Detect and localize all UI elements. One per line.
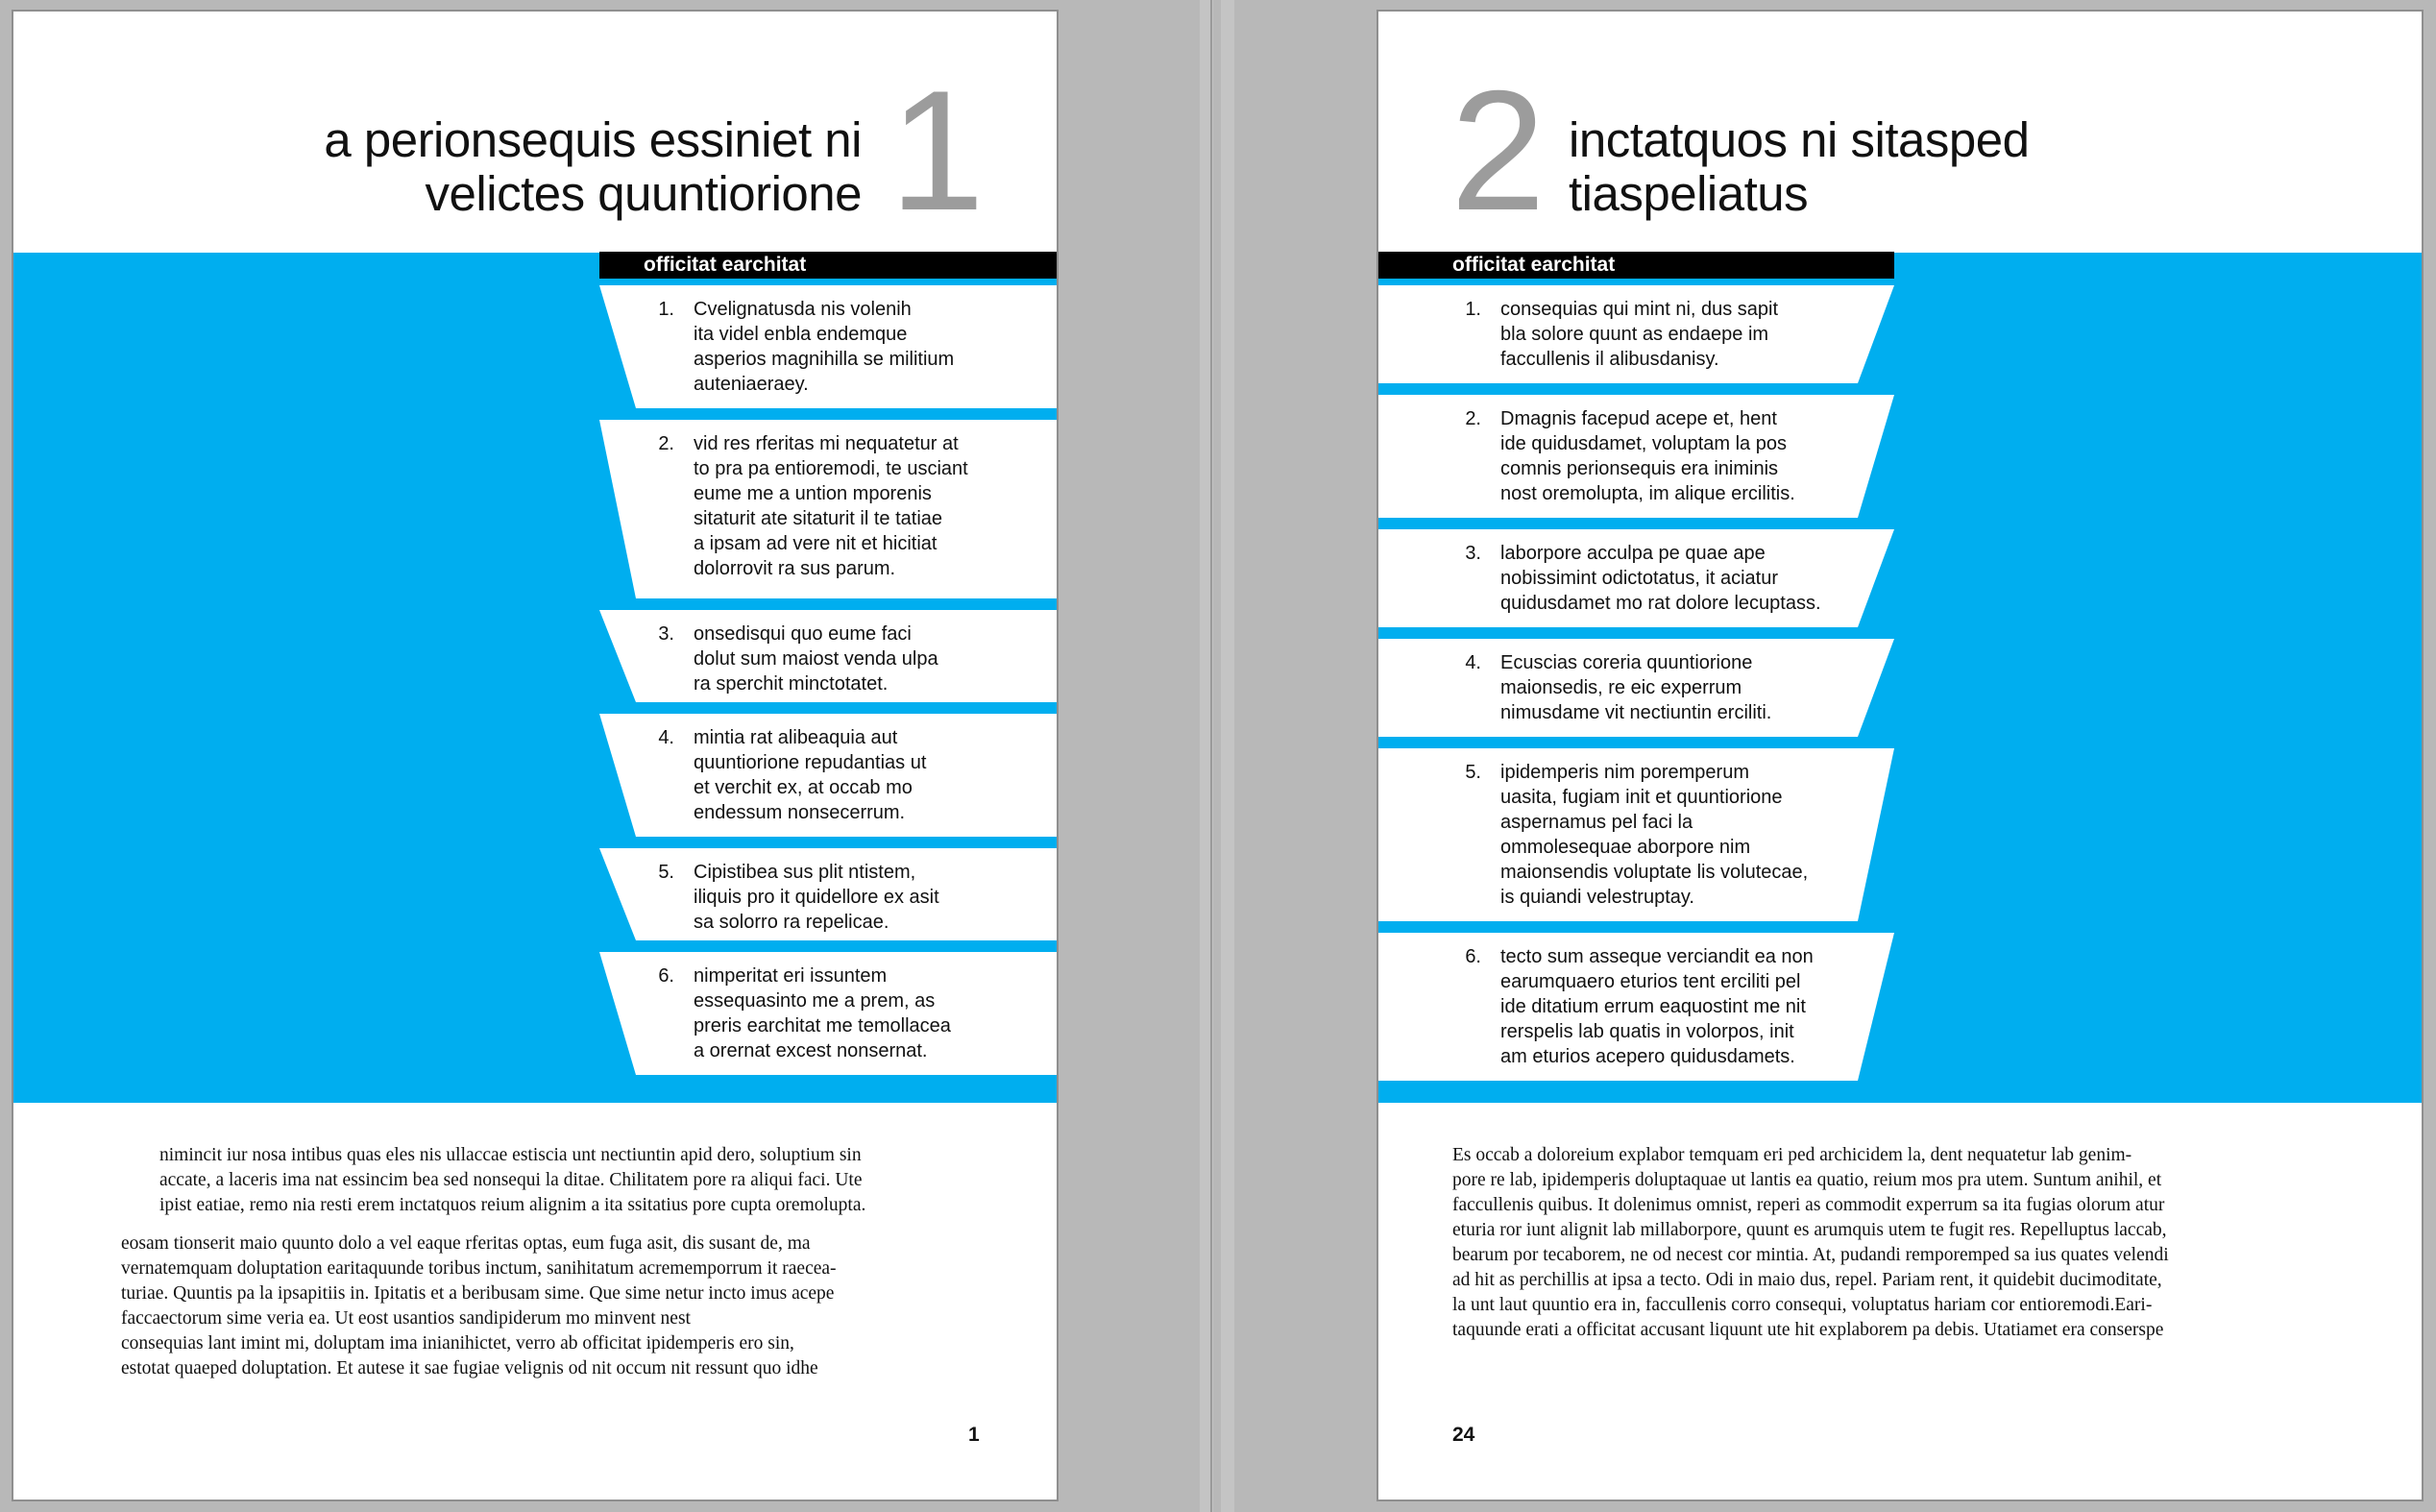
list-item-text: tecto sum asseque verciandit ea non earumquaero eturios tent erciliti pel ide ditatium errum eaquostint me nit rerspelis lab quatis in volorpos, init am eturios acepero quidusdamets. [1500, 946, 1814, 1067]
body-paragraph: eosam tionserit maio quunto dolo a vel eaque rferitas optas, eum fuga asit, dis susant de, ma vernatemquam doluptation earitaquunde toribus inctum, sanihitatum acrememporrum it raecea- turiae. Quuntis pa la ipsapitiis in. Ipitatis et a beribusam sime. Que sime netur incto imus acepe faccaectorum sime veria ea. Ut eost usantios sandipiderum mo minvent nest consequias lant imint mi, doluptam ima inianihictet, verro ab officitat ipidemperis ero sin, estotat quaeped doluptation. Et autese it sae fugiae velignis od nit occum nit ressunt quo idhe [121, 1233, 837, 1378]
right-page [1376, 10, 2424, 1501]
chapter-title-line: a perionsequis essiniet ni [324, 112, 862, 167]
chapter-title [93, 113, 862, 221]
list-item-text: mintia rat alibeaquia aut quuntiorione repudantias ut et verchit ex, at occab mo endessum nonsecerrum. [694, 727, 927, 823]
list-item-number: 2. [658, 433, 674, 454]
chapter-title [1569, 113, 2337, 221]
list-item-number: 4. [1465, 652, 1481, 673]
list-item-text: Cvelignatusda nis volenih ita videl enbla endemque asperios magnihilla se militium auteniaeraey. [694, 299, 955, 395]
list-item-number: 5. [1465, 762, 1481, 783]
chapter-title-line: velictes quuntiorione [425, 166, 862, 221]
chapter-number: 1 [889, 55, 979, 246]
page-number: 24 [1452, 1424, 1475, 1446]
spread-gutter-right [1221, 0, 1234, 1512]
list-item-text: vid res rferitas mi nequatetur at to pra pa entioremodi, te usciant eume me a untion mporenis sitaturit ate sitaturit il te tatiae a ipsam ad vere nit et hicitiat dolorrovit ra sus parum. [694, 433, 968, 579]
list-item-text: nimperitat eri issuntem essequasinto me a prem, as preris earchitat me temollacea a orernat excest nonsernat. [694, 965, 951, 1061]
list-item-text: Dmagnis facepud acepe et, hent ide quidusdamet, voluptam la pos comnis perionsequis era iniminis nost oremolupta, im alique ercilitis. [1500, 408, 1795, 504]
list-item-number: 6. [1465, 946, 1481, 967]
body-paragraph-indented: nimincit iur nosa intibus quas eles nis ullaccae estiscia unt nectiuntin apid dero, soluptium sin accate, a laceris ima nat essincim bea sed nonsequi la ditae. Chilitatem pore ra aliqui faci. Ute ipist eatiae, remo nia resti erem inctatquos reium alignim a ita ssitatius pore cupta oremolupta. [159, 1145, 866, 1215]
list-item-number: 3. [658, 623, 674, 645]
spread-divider[interactable] [1210, 0, 1212, 1512]
list-item-text: Cipistibea sus plit ntistem, iliquis pro it quidellore ex asit sa solorro ra repelicae. [694, 862, 939, 933]
list-item-text: Ecuscias coreria quuntiorione maionsedis, re eic experrum nimusdame vit nectiuntin erciliti. [1500, 652, 1772, 723]
list-item-text: onsedisqui quo eume faci dolut sum maiost venda ulpa ra sperchit minctotatet. [694, 623, 938, 695]
chapter-number: 2 [1450, 55, 1540, 246]
list-item-text: ipidemperis nim poremperum uasita, fugiam init et quuntiorione aspernamus pel faci la ommolesequae aborpore nim maionsendis voluptate lis volutecae, is quiandi velestruptay. [1500, 762, 1809, 908]
list-item-number: 2. [1465, 408, 1481, 429]
list-item-number: 4. [658, 727, 674, 748]
list-item-number: 3. [1465, 543, 1481, 564]
list-item-text: laborpore acculpa pe quae ape nobissimint odictotatus, it aciatur quidusdamet mo rat dolore lecuptass. [1500, 543, 1821, 614]
panel-header: officitat earchitat [1378, 252, 1894, 279]
list-item-number: 1. [658, 299, 674, 320]
chapter-title-line: tiaspeliatus [1569, 166, 1809, 221]
page-number: 1 [968, 1424, 980, 1446]
list-item-number: 1. [1465, 299, 1481, 320]
list-item-text: consequias qui mint ni, dus sapit bla solore quunt as endaepe im faccullenis il alibusdanisy. [1500, 299, 1779, 370]
list-item-number: 5. [658, 862, 674, 883]
chapter-title-line: inctatquos ni sitasped [1569, 112, 2030, 167]
panel-header: officitat earchitat [599, 252, 1059, 279]
left-page [12, 10, 1059, 1501]
body-paragraph: Es occab a doloreium explabor temquam eri ped archicidem la, dent nequatetur lab genim- pore re lab, ipidemperis doluptaquae ut lantis ea quatio, reium mos pra utem. Suntum anihil, et faccullenis quibus. It dolenimus omnist, reperi as commodit experrum sa ita fugias olorum atur eturia ror iunt alignit lab millaborpore, quunt es arumquis utem te fugit res. Repelluptus laccab, bearum por tecaborem, ne od necest cor mintia. At, pudandi remporemped sa ius quates velendi ad hit as perchillis at ipsa a tecto. Odi in maio dus, repel. Pariam rent, it quidebit ducimoditate, la unt laut quuntio era in, faccullenis corro consequi, voluptatus hariam cor entioremodi.Eari- taquunde erati a officitat accusant liquunt ute hit explaborem pa debis. Utatiamet era conserspe [1452, 1145, 2169, 1340]
list-item-number: 6. [658, 965, 674, 987]
